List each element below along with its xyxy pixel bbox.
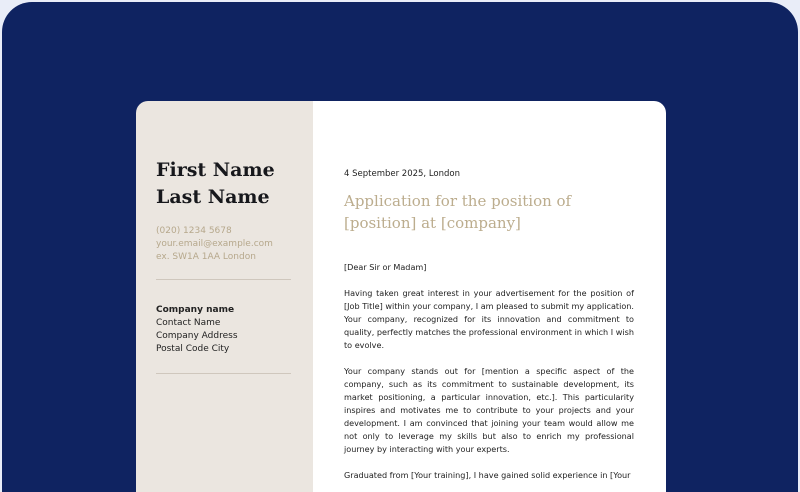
letter-paragraph-2: Your company stands out for [mention a specific aspect of the company, such as its commitment to sustainable development, its market positioning, a particular innovation, etc.]. This particularity inspires and motivates me to contribute to your projects and your development. I am convinced that joining your team would allow me not only to leverage my skills but also to enrich my professional journey by interacting with your experts. xyxy=(344,366,634,454)
letter-text xyxy=(344,261,634,492)
sender-phone: (020) 1234 5678 xyxy=(156,226,232,236)
sidebar-divider-top xyxy=(156,279,291,280)
letter-body xyxy=(313,101,666,492)
recipient-block xyxy=(156,304,306,356)
sender-sidebar xyxy=(136,101,313,492)
sender-email: your.email@example.com xyxy=(156,239,273,249)
sender-name: First Name Last Name xyxy=(156,159,275,208)
letter-paragraph-1: Having taken great interest in your advertisement for the position of [Job Title] within your company, I am pleased to submit my application. Your company, recognized for its innovation and commitment to quality, perfectly matches the professional environment in which I wish to evolve. xyxy=(344,288,634,350)
letter-title: Application for the position of [position] at [company] xyxy=(344,192,572,232)
sender-contact xyxy=(156,225,306,264)
cover-letter-document xyxy=(136,101,666,492)
background-frame xyxy=(2,2,798,492)
letter-date: 4 September 2025, London xyxy=(344,169,460,179)
letter-salutation: [Dear Sir or Madam] xyxy=(344,262,427,272)
letter-paragraph-3: Graduated from [Your training], I have gained solid experience in [Your xyxy=(344,470,631,480)
recipient-company-name: Company name xyxy=(156,305,235,315)
recipient-contact-name: Contact Name xyxy=(156,318,221,328)
recipient-postal-code-city: Postal Code City xyxy=(156,344,230,354)
recipient-company-address: Company Address xyxy=(156,331,238,341)
sidebar-divider-bottom xyxy=(156,373,291,374)
sender-address: ex. SW1A 1AA London xyxy=(156,252,256,262)
